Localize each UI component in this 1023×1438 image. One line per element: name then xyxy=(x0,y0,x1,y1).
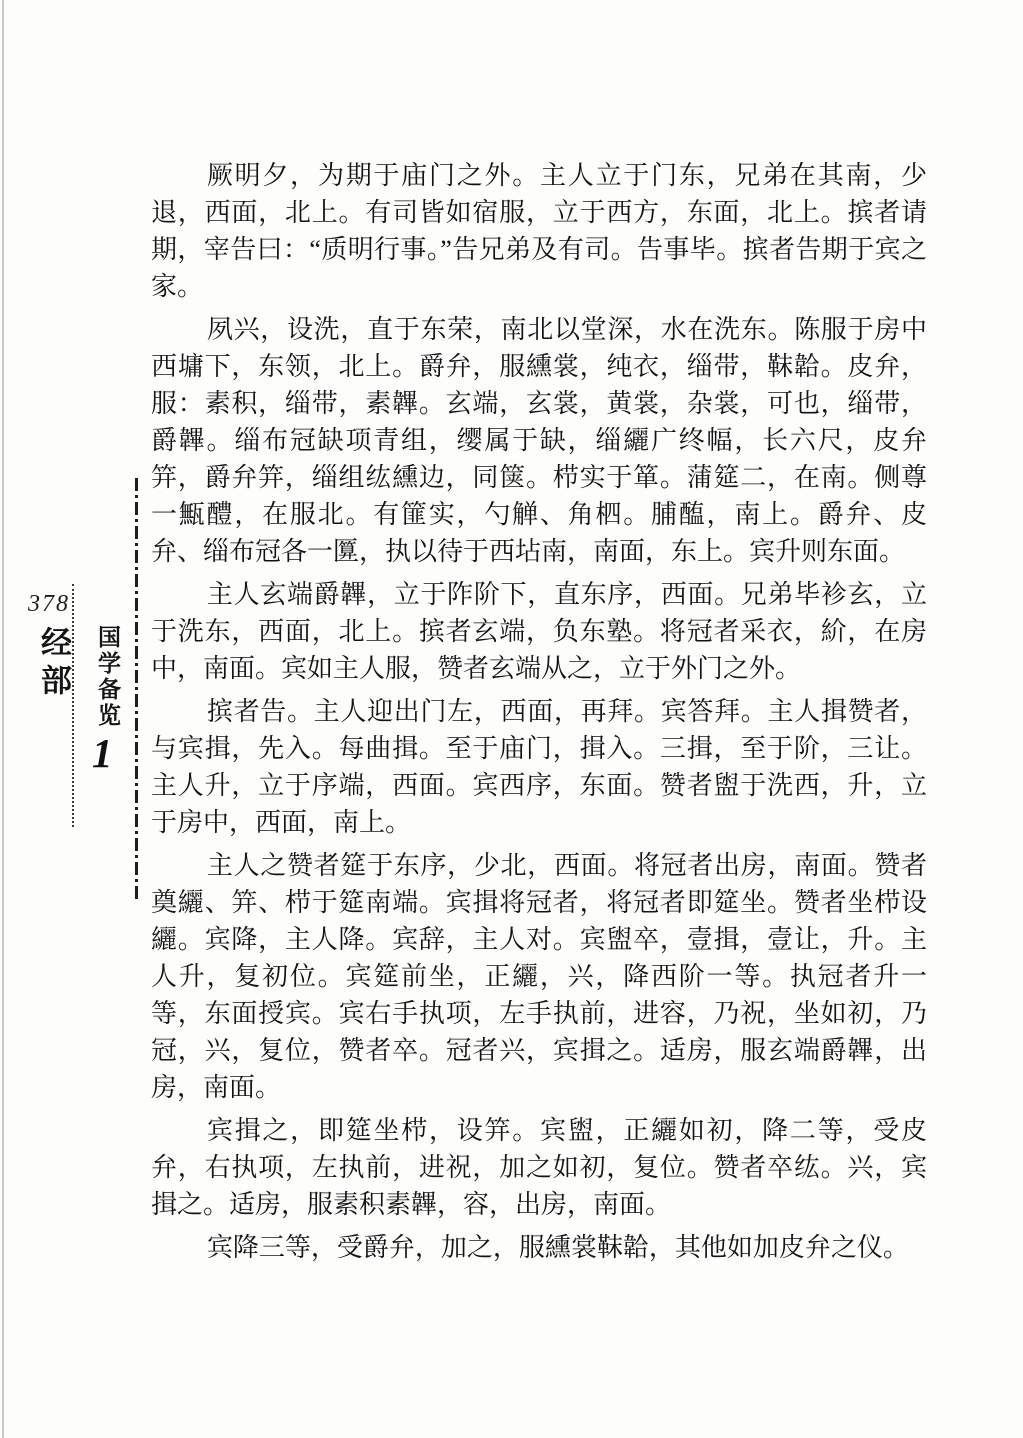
dotted-divider xyxy=(72,584,74,827)
text-paragraph: 宾揖之，即筵坐栉，设笄。宾盥，正纚如初，降二等，受皮弁，右执项，左执前，进祝，加之如初，复位。赞者卒纮。兴，宾揖之。适房，服素积素韠，容，出房，南面。 xyxy=(151,1116,927,1219)
page-edge-line xyxy=(2,0,4,1438)
volume-number: 1 xyxy=(92,730,113,776)
body-text xyxy=(151,157,927,1272)
text-paragraph: 摈者告。主人迎出门左，西面，再拜。宾答拜。主人揖赞者，与宾揖，先入。每曲揖。至于庙门，揖入。三揖，至于阶，三让。主人升，立于序端，西面。宾西序，东面。赞者盥于洗西，升，立于房中，西面，南上。 xyxy=(151,697,927,837)
text-paragraph: 厥明夕，为期于庙门之外。主人立于门东，兄弟在其南，少退，西面，北上。有司皆如宿服，立于西方，东面，北上。摈者请期，宰告曰：“质明行事。”告兄弟及有司。告事毕。摈者告期于宾之家。 xyxy=(151,161,927,301)
text-paragraph: 主人玄端爵韠，立于阼阶下，直东序，西面。兄弟毕袗玄，立于洗东，西面，北上。摈者玄端，负东塾。将冠者采衣，紒，在房中，南面。宾如主人服，赞者玄端从之，立于外门之外。 xyxy=(151,580,927,683)
series-title: 国学备览 xyxy=(95,625,120,729)
dashed-divider xyxy=(135,478,138,899)
text-paragraph: 夙兴，设洗，直于东荣，南北以堂深，水在洗东。陈服于房中西墉下，东领，北上。爵弁，服纁裳，纯衣，缁带，靺韐。皮弁，服：素积，缁带，素韠。玄端，玄裳，黄裳，杂裳，可也，缁带，爵韠。缁布冠缺项青组，缨属于缺，缁纚广终幅，长六尺，皮弁笄，爵弁笄，缁组纮纁边，同箧。栉实于箪。蒲筵二，在南。侧尊一甒醴，在服北。有篚实，勺觯、角柶。脯醢，南上。爵弁、皮弁、缁布冠各一匴，执以待于西坫南，南面，东上。宾升则东面。 xyxy=(151,315,927,566)
category-label: 经部 xyxy=(36,626,71,702)
page-number: 378 xyxy=(28,591,70,617)
text-paragraph: 宾降三等，受爵弁，加之，服纁裳靺韐，其他如加皮弁之仪。 xyxy=(206,1233,909,1262)
text-paragraph: 主人之赞者筵于东序，少北，西面。将冠者出房，南面。赞者奠纚、笄、栉于筵南端。宾揖将冠者，将冠者即筵坐。赞者坐栉设纚。宾降，主人降。宾辞，主人对。宾盥卒，壹揖，壹让，升。主人升，复初位。宾筵前坐，正纚，兴，降西阶一等。执冠者升一等，东面授宾。宾右手执项，左手执前，进容，乃祝，坐如初，乃冠，兴，复位，赞者卒。冠者兴，宾揖之。适房，服玄端爵韠，出房，南面。 xyxy=(151,851,927,1102)
